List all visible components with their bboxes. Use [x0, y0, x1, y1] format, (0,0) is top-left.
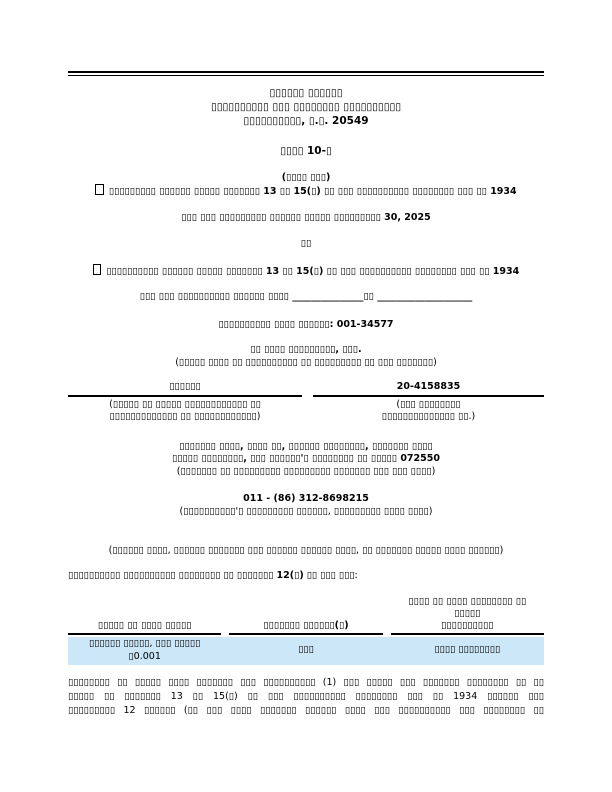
- address-caption: (▯▯▯▯▯▯▯ ▯▯ ▯▯▯▯▯▯▯▯▯ ▯▯▯▯▯▯▯▯▯ ▯▯▯▯▯▯▯ ▯▯▯ ▯▯▯ ▯▯▯▯): [176, 465, 436, 477]
- transition-report-text: ▯▯▯▯▯▯▯▯▯▯ ▯▯▯▯▯▯ ▯▯▯▯▯ ▯▯▯▯▯▯▯ 13 ▯▯ 15(▯) ▯▯ ▯▯▯ ▯▯▯▯▯▯▯▯▯▯ ▯▯▯▯▯▯▯▯ ▯▯▯ ▯▯ 1934: [106, 265, 520, 277]
- mark-one-label: (▯▯▯▯ ▯▯▯): [281, 171, 331, 183]
- table-header-exchange-line-2: ▯▯▯▯▯: [454, 608, 481, 619]
- state-of-incorporation: ▯▯▯▯▯▯: [169, 381, 201, 392]
- table-header-exchange: [391, 596, 544, 635]
- table-header-exchange-line-3: ▯▯▯▯▯▯▯▯▯▯: [441, 620, 494, 631]
- masthead-line-1: ▯▯▯▯▯▯ ▯▯▯▯▯▯: [269, 86, 343, 99]
- incorporation-caption-line-1: (▯▯▯▯▯ ▯▯ ▯▯▯▯▯ ▯▯▯▯▯▯▯▯▯▯▯▯ ▯▯: [109, 398, 261, 410]
- phone-number: 011 - (86) 312-8698215: [243, 493, 369, 504]
- incorporation-column: [68, 381, 302, 424]
- or-separator: ▯▯: [300, 238, 312, 249]
- address-line-2: ▯▯▯▯▯ ▯▯▯▯▯▯▯▯, ▯▯▯ ▯▯▯▯▯▯'▯ ▯▯▯▯▯▯▯▯ ▯▯ ▯▯▯▯▯ 072550: [172, 453, 440, 464]
- registrant-name-caption: (▯▯▯▯▯ ▯▯▯▯ ▯▯ ▯▯▯▯▯▯▯▯▯▯ ▯▯ ▯▯▯▯▯▯▯▯▯ ▯▯ ▯▯▯ ▯▯▯▯▯▯▯): [175, 356, 437, 368]
- address-line-1: ▯▯▯▯▯▯▯ ▯▯▯▯, ▯▯▯▯ ▯▯, ▯▯▯▯▯▯ ▯▯▯▯▯▯▯▯, ▯▯▯▯▯▯▯ ▯▯▯▯: [179, 440, 433, 452]
- irs-caption-line-1: (▯▯▯ ▯▯▯▯▯▯▯▯: [396, 398, 461, 410]
- top-double-rule: [68, 71, 544, 76]
- compliance-paragraph-line-3: ▯▯▯▯▯▯▯▯▯ 12 ▯▯▯▯▯▯ (▯▯ ▯▯▯ ▯▯▯▯ ▯▯▯▯▯▯▯ ▯▯▯▯▯▯ ▯▯▯▯ ▯▯▯ ▯▯▯▯▯▯▯▯▯▯ ▯▯▯ ▯▯▯▯▯▯▯▯ ▯▯: [68, 704, 544, 716]
- irs-number-column: [313, 381, 544, 424]
- table-row: [68, 637, 544, 665]
- quarterly-report-line: [68, 184, 544, 199]
- incorporation-underline: [68, 395, 302, 397]
- former-name-note: (▯▯▯▯▯▯ ▯▯▯▯, ▯▯▯▯▯▯ ▯▯▯▯▯▯▯ ▯▯▯ ▯▯▯▯▯▯ ▯▯▯▯▯▯ ▯▯▯▯, ▯▯ ▯▯▯▯▯▯▯ ▯▯▯▯▯ ▯▯▯▯ ▯▯▯▯▯▯): [108, 545, 504, 556]
- commission-file-number: ▯▯▯▯▯▯▯▯▯▯ ▯▯▯▯ ▯▯▯▯▯▯: 001-34577: [218, 318, 394, 330]
- securities-registered-suffix: ▯▯ ▯▯▯ ▯▯▯:: [303, 569, 358, 581]
- registrant-name: ▯▯ ▯▯▯▯ ▯▯▯▯▯▯▯▯▯, ▯▯▯.: [250, 344, 362, 355]
- irs-number-underline: [313, 395, 544, 397]
- table-cell-class-of-stock: [68, 638, 221, 663]
- securities-table-header: [68, 596, 544, 635]
- masthead-line-2: ▯▯▯▯▯▯▯▯▯▯ ▯▯▯ ▯▯▯▯▯▯▯▯ ▯▯▯▯▯▯▯▯▯▯: [210, 100, 402, 113]
- irs-employer-id-number: 20-4158835: [396, 381, 461, 392]
- securities-section-ref: 12(▯): [276, 569, 304, 581]
- class-of-stock-line-2: ▯0.001: [128, 650, 161, 662]
- quarterly-report-text: ▯▯▯▯▯▯▯▯▯ ▯▯▯▯▯▯ ▯▯▯▯▯ ▯▯▯▯▯▯▯ 13 ▯▯ 15(▯) ▯▯ ▯▯▯ ▯▯▯▯▯▯▯▯▯▯ ▯▯▯▯▯▯▯▯ ▯▯▯ ▯▯ 1934: [108, 186, 517, 197]
- securities-registered-prefix: ▯▯▯▯▯▯▯▯▯▯ ▯▯▯▯▯▯▯▯▯▯ ▯▯▯▯▯▯▯▯ ▯▯ ▯▯▯▯▯▯▯: [68, 569, 277, 581]
- quarterly-report-checkbox: [95, 184, 104, 195]
- compliance-paragraph-line-1: ▯▯▯▯▯▯▯▯ ▯▯ ▯▯▯▯▯ ▯▯▯▯ ▯▯▯▯▯▯▯ ▯▯▯ ▯▯▯▯▯▯▯▯▯▯ (1) ▯▯▯ ▯▯▯▯▯ ▯▯▯ ▯▯▯▯▯▯▯ ▯▯▯▯▯▯▯▯ ▯▯ ▯▯: [68, 676, 544, 688]
- table-cell-trading-symbol: ▯▯▯: [298, 644, 314, 656]
- class-of-stock-line-1: ▯▯▯▯▯▯ ▯▯▯▯▯, ▯▯▯ ▯▯▯▯▯: [88, 638, 201, 649]
- table-header-exchange-line-1: ▯▯▯▯ ▯▯ ▯▯▯▯ ▯▯▯▯▯▯▯▯ ▯▯: [408, 596, 527, 607]
- table-cell-exchange-name: ▯▯▯▯ ▯▯▯▯▯▯▯▯: [434, 644, 501, 656]
- transition-period-line: ▯▯▯ ▯▯▯ ▯▯▯▯▯▯▯▯▯▯ ▯▯▯▯▯▯ ▯▯▯▯ _______________▯▯ ____________________: [139, 291, 473, 302]
- registrant-columns: [68, 381, 544, 424]
- transition-report-line: [68, 264, 544, 279]
- irs-caption-line-2: ▯▯▯▯▯▯▯▯▯▯▯▯▯▯ ▯▯.): [381, 411, 476, 422]
- form-title: ▯▯▯▯ 10-▯: [280, 144, 332, 157]
- table-header-trading-symbol: ▯▯▯▯▯▯▯ ▯▯▯▯▯▯(▯): [229, 620, 382, 635]
- compliance-paragraph-line-2: ▯▯▯▯▯ ▯▯ ▯▯▯▯▯▯▯ 13 ▯▯ 15(▯) ▯▯ ▯▯▯ ▯▯▯▯▯▯▯▯▯▯ ▯▯▯▯▯▯▯▯ ▯▯▯ ▯▯ 1934 ▯▯▯▯▯▯ ▯▯▯: [68, 690, 544, 702]
- securities-registered-line: [68, 570, 544, 583]
- compliance-paragraph: [68, 676, 544, 718]
- incorporation-caption-line-2: ▯▯▯▯▯▯▯▯▯▯▯▯▯ ▯▯ ▯▯▯▯▯▯▯▯▯▯▯▯): [109, 411, 261, 422]
- transition-report-checkbox: [93, 264, 102, 275]
- masthead-line-3: ▯▯▯▯▯▯▯▯▯▯, ▯.▯. 20549: [243, 114, 369, 127]
- phone-caption: (▯▯▯▯▯▯▯▯▯▯'▯ ▯▯▯▯▯▯▯▯▯ ▯▯▯▯▯▯, ▯▯▯▯▯▯▯▯▯ ▯▯▯▯ ▯▯▯▯): [179, 505, 433, 517]
- table-header-title-of-class: ▯▯▯▯▯ ▯▯ ▯▯▯▯ ▯▯▯▯▯: [68, 620, 221, 635]
- quarterly-period-line: ▯▯▯ ▯▯▯ ▯▯▯▯▯▯▯▯▯ ▯▯▯▯▯▯ ▯▯▯▯▯ ▯▯▯▯▯▯▯▯▯ 30, 2025: [181, 211, 431, 223]
